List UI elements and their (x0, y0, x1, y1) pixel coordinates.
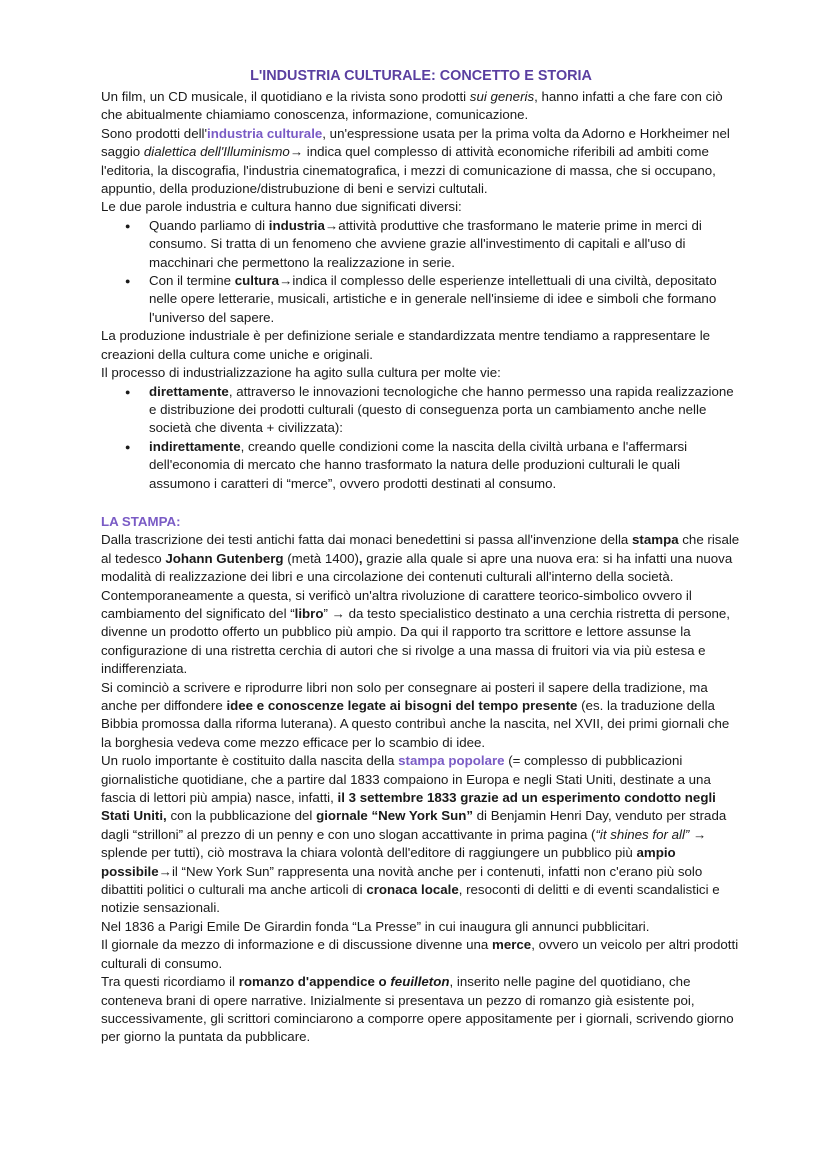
stampa-paragraph-5: Nel 1836 a Parigi Emile De Girardin fonda “La Presse” in cui inaugura gli annunci pubblicitari. (101, 918, 650, 934)
bold-term: , (358, 550, 363, 566)
intro-paragraph-3: Le due parole industria e cultura hanno due significati diversi: (101, 199, 462, 215)
stampa-paragraph-2 (101, 587, 741, 679)
page-title: L'INDUSTRIA CULTURALE: CONCETTO E STORIA (250, 68, 592, 84)
bold-term: direttamente (149, 383, 229, 399)
text-run: ” → da testo specialistico destinato a una cerchia ristretta di persone, divenne un prodotto offerto un pubblico più ampio. Da qui il rapporto tra scrittore e lettore assunse la configurazione di una ristretta cerchia di autori che si rivolge a una massa di fruitori via via più estesa e indifferenziata. (101, 605, 730, 677)
list-item (149, 272, 741, 327)
text-run: Dalla trascrizione dei testi antichi fatta dai monaci benedettini si passa all'invenzione della (101, 532, 633, 548)
intro-paragraph-2 (101, 125, 741, 199)
text-run: →attività produttive che trasformano le materie prime in merci di consumo. Si tratta di un fenomeno che avviene grazie all'investimento di capitali e all'uso di macchinari che permettono la realizzazione in serie. (149, 217, 702, 270)
text-run: , un'espressione usata per la prima volta da Adorno e Horkheimer nel saggio (101, 125, 730, 160)
text-run: Il giornale da mezzo di informazione e di discussione divenne una (101, 937, 493, 953)
text-run: →indica il complesso delle esperienze intellettuali di una civiltà, depositato nelle opere letterarie, musicali, artistiche e in generale nell'insieme di idee e simboli che formano l'universo del sapere. (149, 273, 717, 325)
text-run: (metà 1400) (283, 550, 359, 566)
text-run: Si cominciò a scrivere e riprodurre libri non solo per consegnare ai posteri il sapere della tradizione, ma anche per diffondere (101, 679, 708, 713)
section-heading-stampa: LA STAMPA: (101, 513, 181, 529)
stampa-paragraph-1 (101, 531, 741, 586)
bold-term: romanzo d'appendice o (238, 974, 391, 990)
highlighted-term: industria culturale (207, 125, 323, 141)
text-run: →il “New York Sun” rappresenta una novità anche per i contenuti, infatti non c'erano più solo dibattiti politici o culturali ma anche articoli di (101, 863, 703, 898)
text-run: Sono prodotti dell' (101, 125, 208, 141)
text-run: che risale al tedesco (101, 532, 740, 566)
text-run: (= complesso di pubblicazioni giornalistiche quotidiane, che a partire dal 1833 compaiono in Europa e negli Stati Uniti, destinate a una fascia di lettori più ampia) nasce, infatti, (101, 753, 711, 806)
document-page (101, 66, 741, 1047)
bold-term: ampio possibile (101, 845, 676, 879)
list-item (149, 217, 741, 272)
text-run: , ovvero un veicolo per altri prodotti culturali di consumo. (101, 937, 739, 971)
stampa-paragraph-4 (101, 752, 741, 918)
text-run: Un ruolo importante è costituito dalla nascita della (101, 753, 399, 769)
text-run: , creando quelle condizioni come la nascita della civiltà urbana e l'affermarsi dell'economia di mercato che hanno trasformato la natura delle produzioni culturali le quali assumono i caratteri di “merce”, ovvero prodotti destinati al consumo. (149, 438, 688, 491)
text-run: Contemporaneamente a questa, si verificò un'altra rivoluzione di carattere teorico-simbolico ovvero il cambiamento del significato del “ (101, 587, 692, 621)
text-run: Quando parliamo di (149, 217, 269, 233)
intro-paragraph-1 (101, 88, 741, 125)
bold-term: idee e conoscenze legate ai bisogni del tempo presente (226, 698, 578, 713)
text-run: di Benjamin Henri Day, venduto per strada dagli “strilloni” al prezzo di un penny e con uno slogan accattivante in prima pagina ( (101, 808, 727, 842)
text-run: , hanno infatti a che fare con ciò che abitualmente chiamiamo conoscenza, informazione, comunicazione. (101, 89, 723, 123)
bold-term: cronaca locale (366, 882, 459, 898)
text-run: Un film, un CD musicale, il quotidiano e la rivista sono prodotti (101, 89, 470, 104)
bold-term: cultura (234, 273, 280, 289)
list-item (149, 383, 741, 438)
stampa-paragraph-7 (101, 973, 741, 1047)
text-run: → indica quel complesso di attività economiche riferibili ad ambiti come l'editoria, la discografia, l'industria cinematografica, i mezzi di comunicazione di massa, che si occupano, appuntio, della produzione/distrubuzione di beni e servizi cultutali. (101, 144, 716, 197)
text-run: grazie alla quale si apre una nuova era: si ha infatti una nuova modalità di realizzazione dei libri e una circolazione dei contenuti culturali all'interno della società. (101, 550, 733, 585)
text-run: Tra questi ricordiamo il (101, 974, 239, 990)
text-run: , inserito nelle pagine del quotidiano, che conteneva brani di opere narrative. Inizialmente si presentava un pezzo di romanzo già esistente poi, successivamente, gli scrittori cominciarono a comporre opere appositamente per i giornali, scrivendo giorno per giorno la puntata da pubblicare. (101, 974, 734, 1045)
paragraph: La produzione industriale è per definizione seriale e standardizzata mentre tendiamo a rappresentare le creazioni della cultura come uniche e originali. (101, 328, 711, 362)
paragraph: Il processo di industrializzazione ha agito sulla cultura per molte vie: (101, 365, 501, 381)
text-run: , attraverso le innovazioni tecnologiche che hanno permesso una rapida realizzazione e distribuzione dei prodotti culturali (questo di conseguenza porta un cambiamento anche nelle società che diventa + civilizzata): (149, 383, 734, 436)
meanings-list (101, 217, 741, 327)
text-run: Con il termine (149, 273, 235, 289)
bold-term: Johann Gutenberg (165, 550, 284, 566)
bold-term: stampa (632, 532, 679, 548)
text-run: con la pubblicazione del (166, 808, 317, 824)
bold-term: giornale “New York Sun” (316, 808, 473, 824)
italic-term: dialettica dell'Illuminismo (143, 144, 290, 160)
bold-italic-term: feuilleton (390, 974, 450, 990)
list-item (149, 438, 741, 493)
bold-term: libro (294, 605, 324, 621)
bold-term: indirettamente (149, 438, 241, 454)
stampa-paragraph-6 (101, 936, 741, 973)
text-run: , resoconti di delitti e di eventi scandalistici e notizie sensazionali. (101, 882, 720, 916)
bold-term: industria (268, 217, 325, 233)
italic-term: sui generis (469, 89, 535, 104)
stampa-paragraph-3 (101, 679, 741, 753)
bold-term: il 3 settembre 1833 grazie ad un esperimento condotto negli Stati Uniti, (101, 790, 716, 824)
bold-term: merce (492, 937, 532, 953)
text-run: (es. la traduzione della Bibbia promossa dalla riforma luterana). A questo contribuì anche la nascita, nel XVII, dei primi giornali che la borghesia vedeva come mezzo efficace per lo scambio di idee. (101, 698, 730, 750)
highlighted-term: stampa popolare (398, 753, 505, 769)
text-run: → splende per tutti), ciò mostrava la chiara volontà dell'editore di raggiungere un pubblico più (101, 826, 707, 861)
italic-term: “it shines for all” (595, 826, 690, 842)
ways-list (101, 383, 741, 493)
